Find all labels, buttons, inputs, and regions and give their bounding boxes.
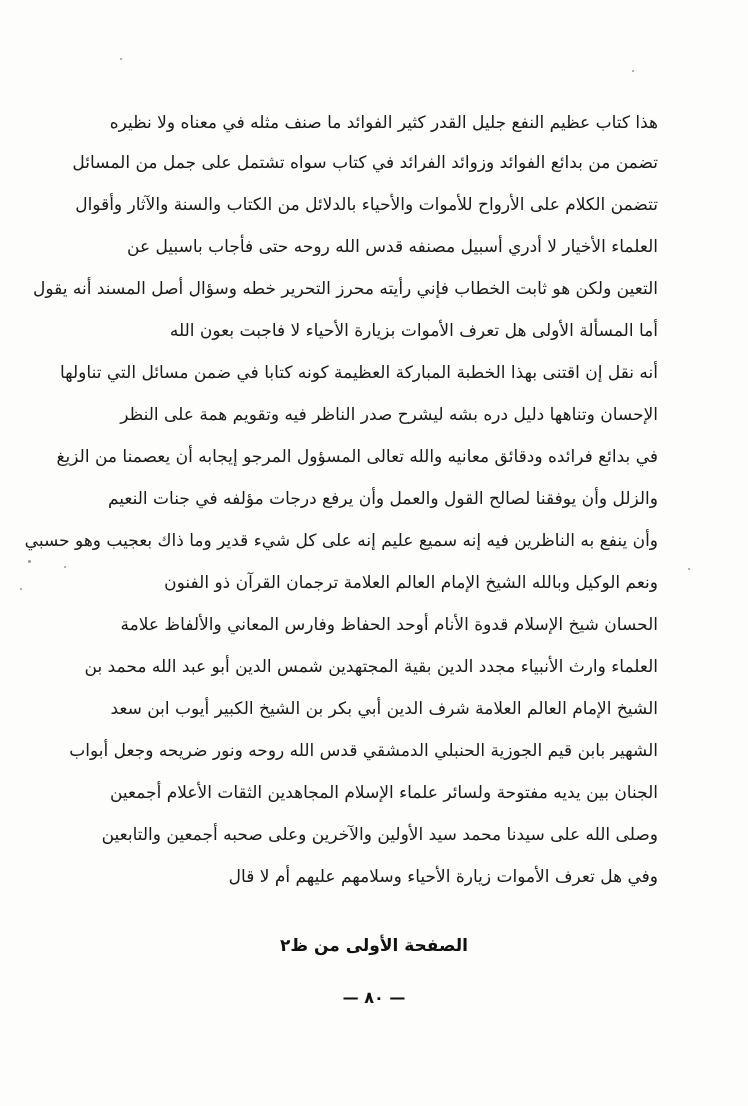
manuscript-line: التعين ولكن هو ثابت الخطاب فإني رأيته محرز التحرير خطه وسؤال أصل المسند أنه يقول [33,279,658,299]
manuscript-line: وأن ينفع به الناظرين فيه إنه سميع عليم إنه على كل شيء قدير وما ذاك بعجيب وهو حسبي [24,531,658,551]
manuscript-text-block [24,100,658,900]
manuscript-line: أما المسألة الأولى هل تعرف الأموات بزيارة الأحياء لا فاجبت بعون الله [169,321,658,341]
scan-speck [632,70,634,72]
manuscript-line: الشهير بابن قيم الجوزية الحنبلي الدمشقي قدس الله روحه ونور ضريحه وجعل أبواب [69,741,658,761]
manuscript-line: وصلى الله على سيدنا محمد سيد الأولين والآخرين وعلى صحبه أجمعين والتابعين [101,825,658,845]
manuscript-line: العلماء الأخيار لا أدري أسبيل مصنفه قدس الله روحه حتى فأجاب باسبيل عن [127,237,658,257]
scan-speck [688,568,690,570]
manuscript-line: الإحسان وتناهها دليل دره بشه ليشرح صدر الناظر فيه وتقويم همة على النظر [120,405,658,425]
scan-speck [64,566,66,568]
manuscript-line: هذا كتاب عظيم النفع جليل القدر كثير الفوائد ما صنف مثله في معناه ولا نظيره [109,113,658,133]
manuscript-line: تتضمن الكلام على الأرواح للأموات والأحياء بالدلائل من الكتاب والسنة والآثار وأقوال [75,195,658,215]
manuscript-line: في بدائع فرائده ودقائق معانيه والله تعالى المسؤول المرجو إيجابه أن يعصمنا من الزيغ [56,447,658,467]
manuscript-line: ونعم الوكيل وبالله الشيخ الإمام العالم العلامة ترجمان القرآن ذو الفنون [164,573,658,593]
page-caption: الصفحة الأولى من ظ٢ [279,936,469,956]
manuscript-line: الحسان شيخ الإسلام قدوة الأنام أوحد الحفاظ وفارس المعاني والألفاظ علامة [120,615,658,635]
manuscript-line: الجنان بين يديه مفتوحة ولسائر علماء الإسلام المجاهدين الثقات الأعلام أجمعين [109,783,658,803]
manuscript-line: أنه نقل إن اقتنى بهذا الخطبة المباركة العظيمة كونه كتابا في ضمن مسائل التي تناولها [59,363,658,383]
scan-speck [28,560,31,563]
manuscript-line: والزلل وأن يوفقنا لصالح القول والعمل وأن يرفع درجات مؤلفه في جنات النعيم [107,489,658,509]
scan-speck [120,58,122,60]
manuscript-line: تضمن من بدائع الفوائد وزوائد الفرائد في كتاب سواه تشتمل على جمل من المسائل [72,153,658,173]
manuscript-line: وفي هل تعرف الأموات زيارة الأحياء وسلامهم عليهم أم لا قال [228,867,658,887]
manuscript-line: الشيخ الإمام العالم العلامة شرف الدين أبي بكر بن الشيخ الكبير أيوب ابن سعد [110,699,658,719]
manuscript-line: العلماء وارث الأنبياء مجدد الدين بقية المجتهدين شمس الدين أبو عبد الله محمد بن [84,657,658,677]
page-number: — ٨٠ — [342,988,406,1007]
scan-speck [20,588,22,590]
